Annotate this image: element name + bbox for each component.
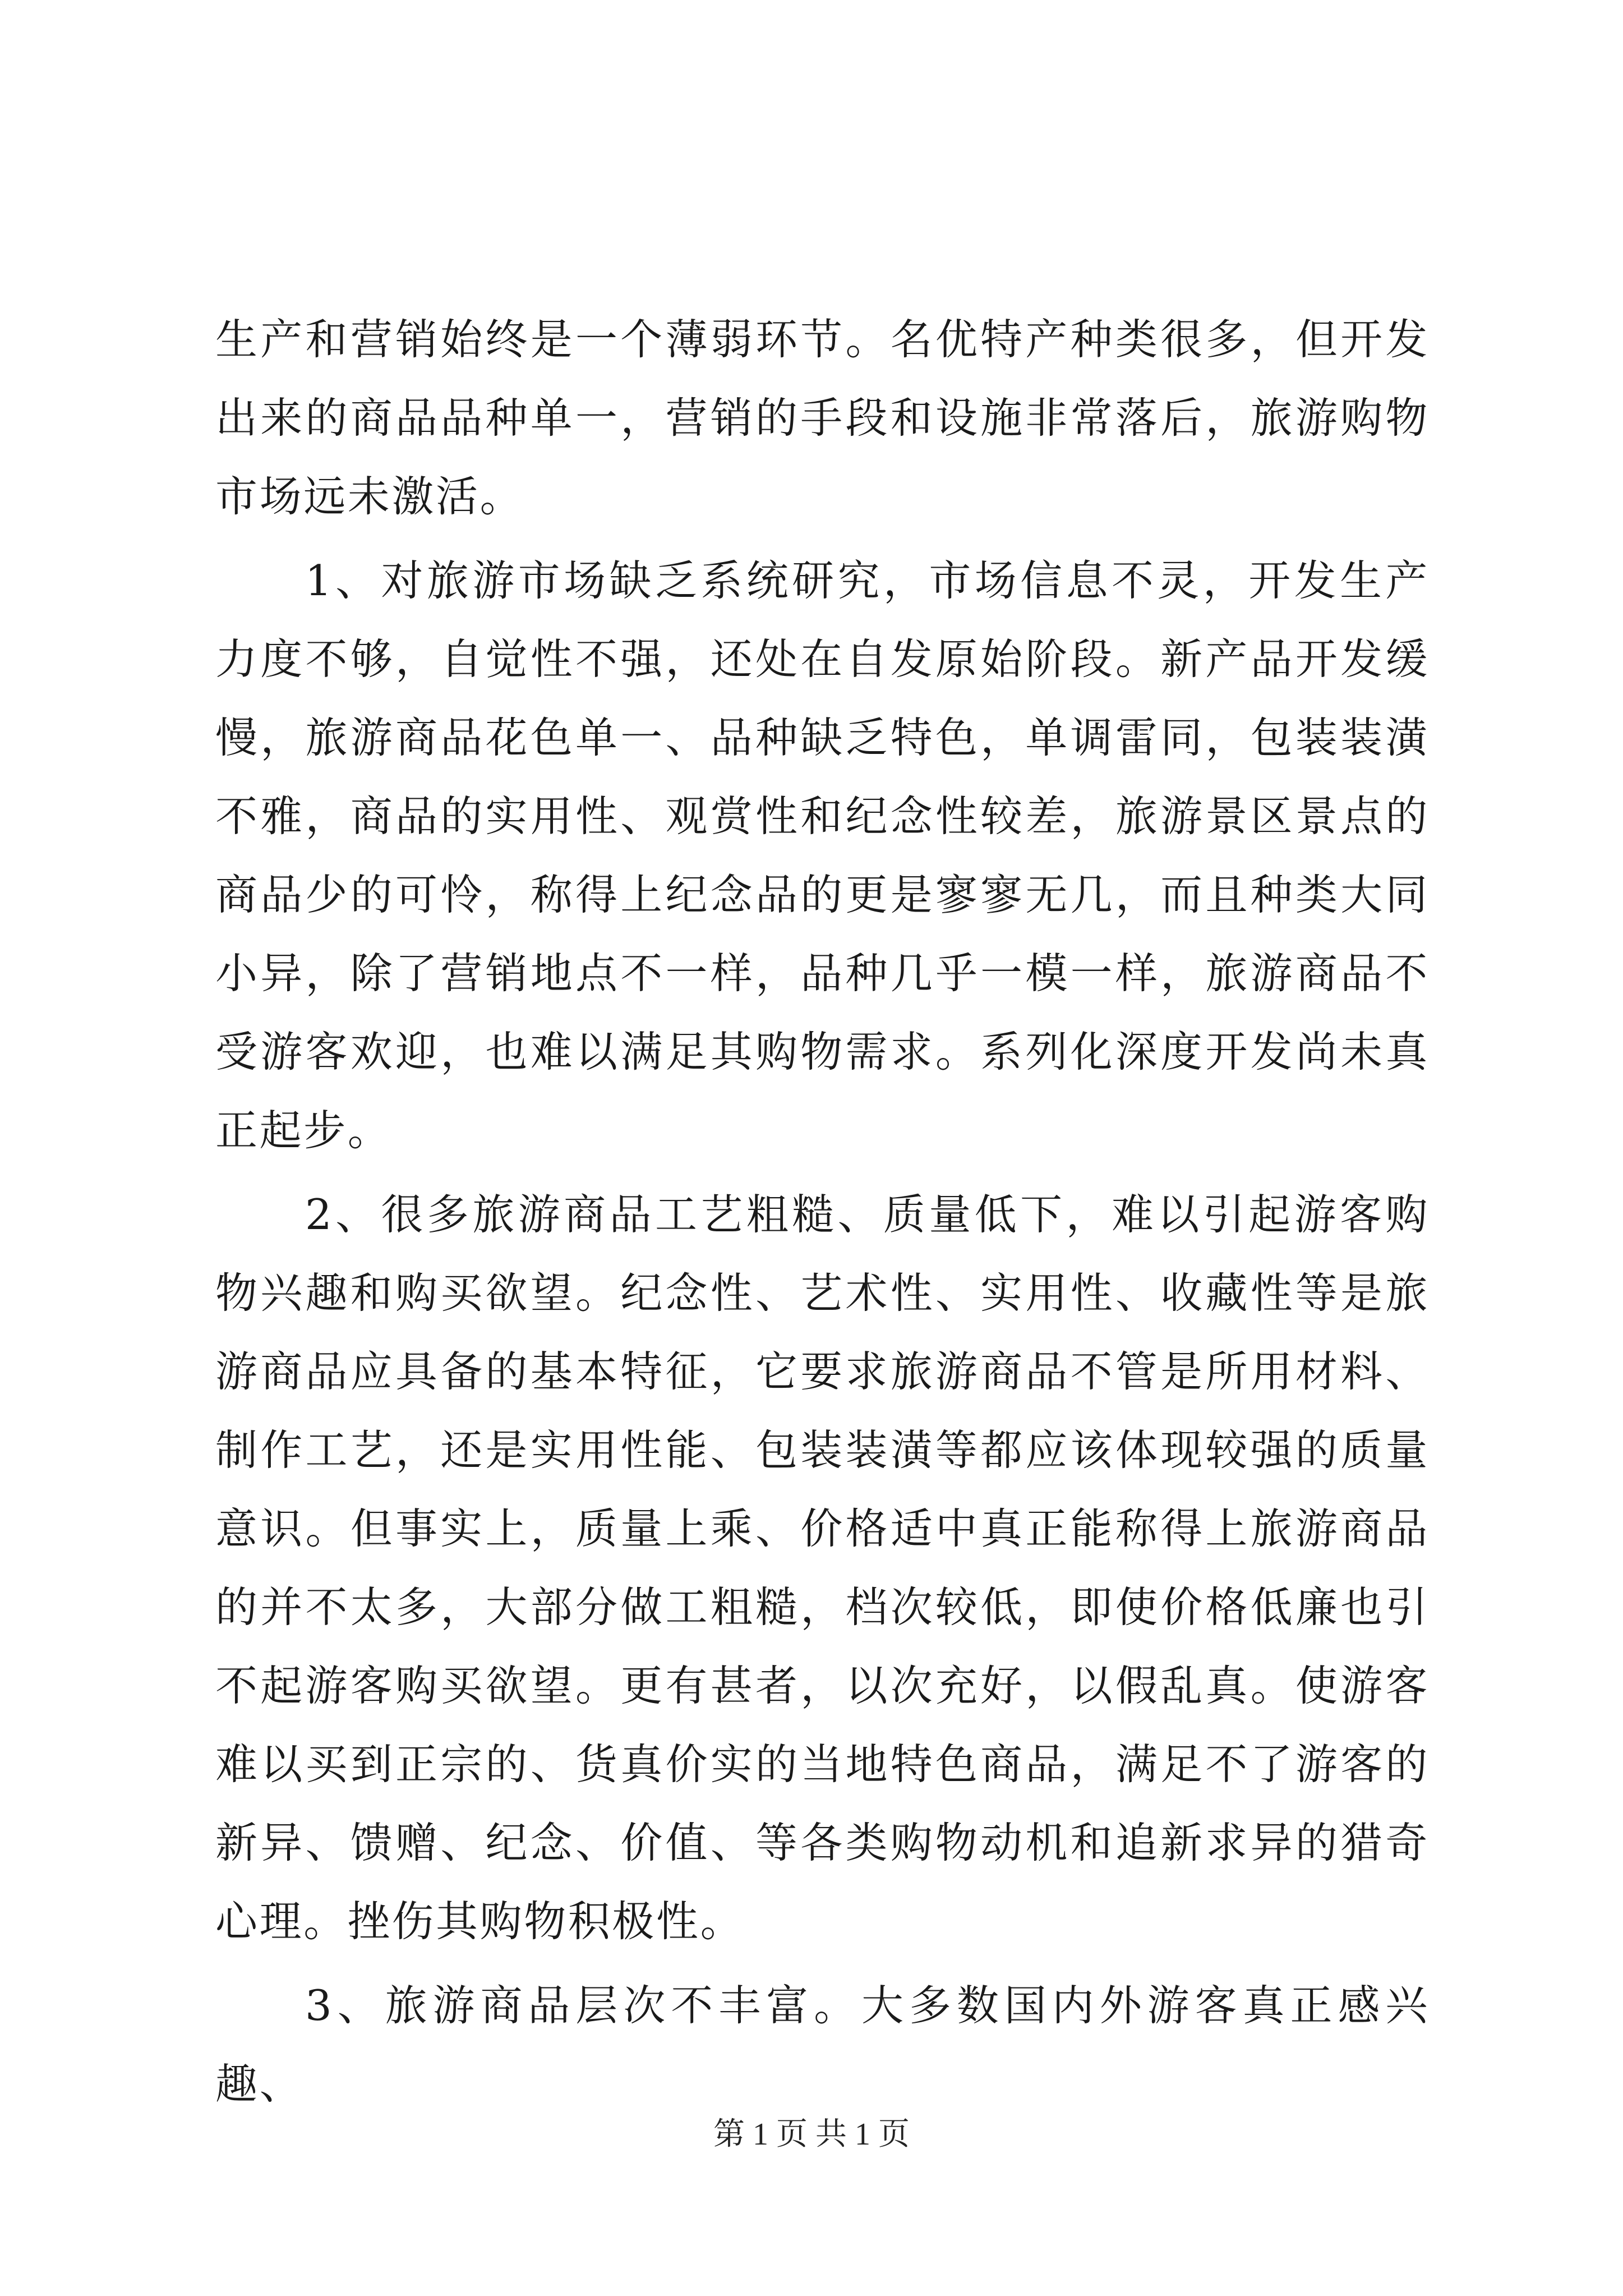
paragraph-point-1: 1、对旅游市场缺乏系统研究，市场信息不灵，开发生产力度不够，自觉性不强，还处在自发原始阶段。新产品开发缓慢，旅游商品花色单一、品种缺乏特色，单调雷同，包装装潢不雅，商品的实用性、观赏性和纪念性较差，旅游景区景点的商品少的可怜，称得上纪念品的更是寥寥无几，而且种类大同小异，除了营销地点不一样，品种几乎一模一样，旅游商品不受游客欢迎，也难以满足其购物需求。系列化深度开发尚未真正起步。 (215, 556, 1430, 1155)
paragraph-point-3: 3、旅游商品层次不丰富。大多数国内外游客真正感兴趣、 (215, 1981, 1430, 2109)
paragraph-point-2: 2、很多旅游商品工艺粗糙、质量低下，难以引起游客购物兴趣和购买欲望。纪念性、艺术性、实用性、收藏性等是旅游商品应具备的基本特征，它要求旅游商品不管是所用材料、制作工艺，还是实用性能、包装装潢等都应该体现较强的质量意识。但事实上，质量上乘、价格适中真正能称得上旅游商品的并不太多，大部分做工粗糙，档次较低，即使价格低廉也引不起游客购买欲望。更有甚者，以次充好，以假乱真。使游客难以买到正宗的、货真价实的当地特色商品，满足不了游客的新异、馈赠、纪念、价值、等各类购物动机和追新求异的猎奇心理。挫伤其购物积极性。 (215, 1190, 1430, 1946)
body-text (215, 300, 1430, 2123)
page-footer (0, 2115, 1623, 2154)
page-number-label: 第 1 页 共 1 页 (713, 2117, 910, 2152)
paragraph-continuation: 生产和营销始终是一个薄弱环节。名优特产种类很多，但开发出来的商品品种单一，营销的手段和设施非常落后，旅游购物市场远未激活。 (215, 315, 1430, 521)
